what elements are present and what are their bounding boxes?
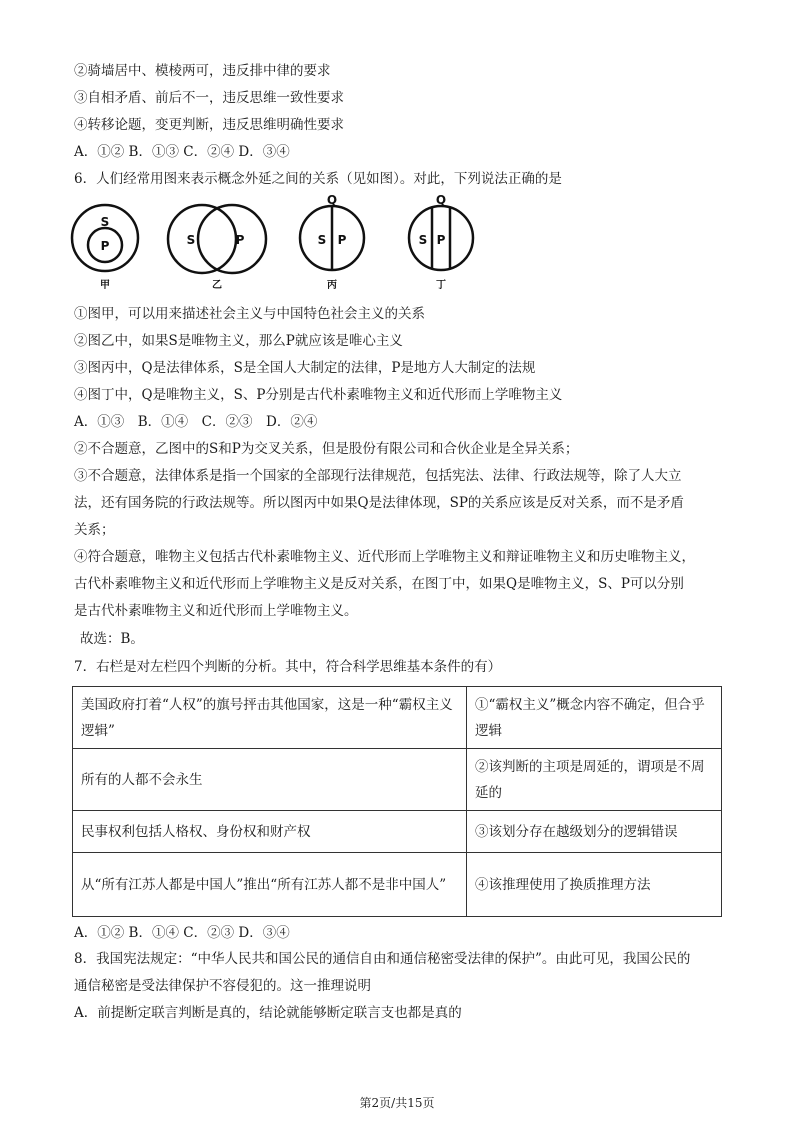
table-cell-analysis: ②该判断的主项是周延的，谓项是不周延的 bbox=[467, 749, 722, 811]
table-row bbox=[73, 811, 722, 853]
q6-analysis-line: 法，还有国务院的行政法规等。所以图丙中如果Q是法律体现，SP的关系应该是反对关系，而不是矛盾 bbox=[74, 495, 684, 511]
ding-label-p: P bbox=[436, 233, 446, 247]
q6-stem: 6．人们经常用图来表示概念外延之间的关系（见如图）。对此，下列说法正确的是 bbox=[74, 171, 562, 187]
table-cell-analysis: ④该推理使用了换质推理方法 bbox=[467, 853, 722, 917]
ding-label-q: Q bbox=[435, 193, 447, 207]
bing-label-p: P bbox=[337, 233, 347, 247]
q5-option-2: ②骑墙居中、模棱两可，违反排中律的要求 bbox=[74, 63, 331, 79]
yi-caption: 乙 bbox=[212, 280, 222, 291]
q6-answer: 故选：B。 bbox=[80, 631, 144, 647]
table-cell-analysis: ①“霸权主义”概念内容不确定，但合乎逻辑 bbox=[467, 687, 722, 749]
q6-analysis-line: ④符合题意，唯物主义包括古代朴素唯物主义、近代形而上学唯物主义和辩证唯物主义和历史唯物主义， bbox=[74, 549, 695, 565]
q6-choices: A．①③ B．①④ C．②③ D．②④ bbox=[74, 414, 318, 430]
bing-caption: 丙 bbox=[327, 280, 337, 291]
q8-stem-line: 通信秘密是受法律保护不容侵犯的。这一推理说明 bbox=[74, 978, 371, 994]
table-cell-analysis: ③该划分存在越级划分的逻辑错误 bbox=[467, 811, 722, 853]
q6-analysis-line: 是古代朴素唯物主义和近代形而上学唯物主义。 bbox=[74, 603, 358, 619]
yi-label-s: S bbox=[186, 233, 196, 247]
table-cell-judgment: 民事权利包括人格权、身份权和财产权 bbox=[73, 811, 467, 853]
q6-analysis-line: ③不合题意，法律体系是指一个国家的全部现行法律规范，包括宪法、法律、行政法规等，除了人大立 bbox=[74, 468, 682, 484]
table-cell-judgment: 美国政府打着“人权”的旗号抨击其他国家，这是一种“霸权主义逻辑” bbox=[73, 687, 467, 749]
jia-label-s: S bbox=[100, 215, 110, 229]
concept-diagrams bbox=[60, 192, 480, 292]
page-number: 第2页/共15页 bbox=[359, 1096, 435, 1110]
q5-choices: A．①② B．①③ C．②④ D．③④ bbox=[74, 144, 290, 160]
table-cell-judgment: 所有的人都不会永生 bbox=[73, 749, 467, 811]
q6-statement-3: ③图丙中，Q是法律体系，S是全国人大制定的法律，P是地方人大制定的法规 bbox=[74, 360, 536, 376]
yi-left-circle bbox=[168, 205, 236, 273]
q7-choices: A．①② B．①④ C．②③ D．③④ bbox=[74, 925, 290, 941]
q8-option-a: A．前提断定联言判断是真的，结论就能够断定联言支也都是真的 bbox=[74, 1005, 462, 1021]
table-row bbox=[73, 687, 722, 749]
q5-option-4: ④转移论题，变更判断，违反思维明确性要求 bbox=[74, 117, 344, 133]
q7-stem: 7．右栏是对左栏四个判断的分析。其中，符合科学思维基本条件的有） bbox=[74, 659, 502, 675]
bing-label-s: S bbox=[317, 233, 327, 247]
q6-analysis-line: 关系； bbox=[74, 522, 115, 538]
q6-statement-4: ④图丁中，Q是唯物主义，S、P分别是古代朴素唯物主义和近代形而上学唯物主义 bbox=[74, 387, 563, 403]
yi-right-circle bbox=[198, 205, 266, 273]
q8-stem-line: 8．我国宪法规定：“中华人民共和国公民的通信自由和通信秘密受法律的保护”。由此可见，我国公民的 bbox=[74, 951, 691, 967]
q6-analysis-line: ②不合题意，乙图中的S和P为交叉关系，但是股份有限公司和合伙企业是全异关系； bbox=[74, 441, 579, 457]
q6-statement-2: ②图乙中，如果S是唯物主义，那么P就应该是唯心主义 bbox=[74, 333, 403, 349]
jia-label-p: P bbox=[100, 239, 110, 253]
ding-label-s: S bbox=[418, 233, 428, 247]
jia-caption: 甲 bbox=[100, 280, 110, 291]
table-cell-judgment: 从“所有江苏人都是中国人”推出“所有江苏人都不是非中国人” bbox=[73, 853, 467, 917]
q7-analysis-table bbox=[72, 686, 722, 917]
ding-caption: 丁 bbox=[436, 280, 446, 291]
q6-statement-1: ①图甲，可以用来描述社会主义与中国特色社会主义的关系 bbox=[74, 306, 425, 322]
table-row bbox=[73, 853, 722, 917]
q5-option-3: ③自相矛盾、前后不一，违反思维一致性要求 bbox=[74, 90, 344, 106]
table-row bbox=[73, 749, 722, 811]
yi-label-p: P bbox=[235, 233, 245, 247]
bing-label-q: Q bbox=[326, 193, 338, 207]
q6-analysis-line: 古代朴素唯物主义和近代形而上学唯物主义是反对关系，在图丁中，如果Q是唯物主义，S、P可以分别 bbox=[74, 576, 684, 592]
